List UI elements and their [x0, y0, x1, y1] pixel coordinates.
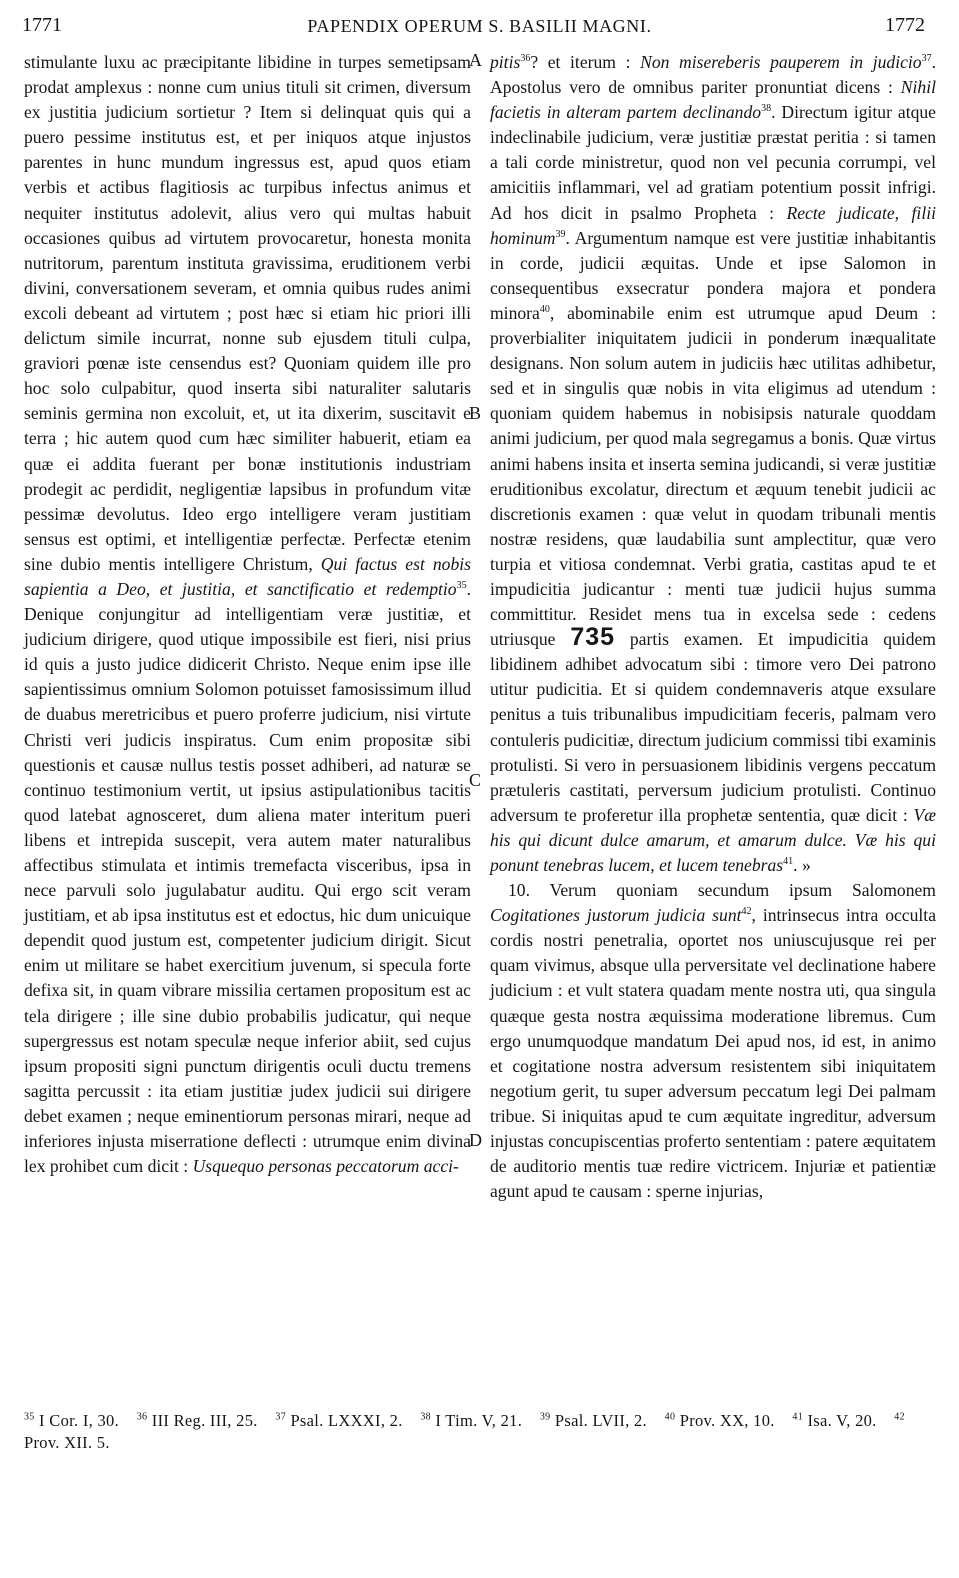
scripture-quote: pitis — [490, 52, 521, 72]
footnote-number: 41 — [792, 1411, 803, 1423]
text-run: , intrinsecus intra occulta cordis nostri penetralia, oportet nos uniuscujusque rei per quam vivimus, absque ulla perversitate vel declinatione habere judicium : et vult statera quadam mente nostra uti, qua singula quæque gesta nostra æquissima moderatione libremus. Cum ergo unumquodque mandatum Dei apud nos, id est, in animo et cogitatione nostra adversum resistentem sibi iniquitatem negotium gerit, tu super adversum peccatum legi Dei palmam tribue. Si iniquitas apud te cum æquitate ingreditur, adversum injustas concupiscentias proferto sententiam : patere æquitatem de auditorio mentis tuæ redire victricem. Injuriæ et patientiæ agunt apud te causam : sperne injurias, — [490, 905, 936, 1202]
scripture-quote: Væ his qui dicunt dulce amarum, et amarum dulce. Væ his qui ponunt tenebras lucem, et lucem tenebras — [490, 804, 936, 875]
footnote-reference: Psal. LXXXI, 2. — [290, 1411, 403, 1430]
footnote-reference: Prov. XII. 5. — [24, 1433, 110, 1452]
scripture-quote: Non misereberis pauperem in judicio — [640, 52, 922, 72]
footnote-ref: 37 — [921, 53, 932, 65]
margin-letter-c: C — [469, 770, 482, 790]
footnote-reference: Prov. XX, 10. — [679, 1411, 775, 1430]
scripture-quote: Recte judicate, filii hominum — [490, 202, 936, 248]
margin-letter-b: B — [469, 403, 482, 423]
text-run: . » — [793, 855, 811, 875]
scripture-quote: Usquequo personas peccatorum acci- — [192, 1156, 459, 1177]
footnote-number: 39 — [539, 1411, 551, 1423]
page-number-left: 1771 — [22, 14, 62, 36]
text-run: partis examen. Et impudicitia quidem libidinem adhibet advocatum sibi : timore vero Dei patrono utitur pudicitia. Et si quidem condemnaveris atque exsulare penitus a tuis tribunalibus impudicitiam feceris, palmam vero contuleris pudicitiæ, directum judicium commissi tibi examinis protulisti. Si vero in persuasionem libidinis vergens peccatum prætuleris castitati, perversum judicium protulisti. Continuo adversum te proferetur illa prophetæ sententia, quæ dicit : — [490, 629, 936, 825]
scripture-quote: Nihil facietis in alteram partem declinando — [490, 77, 936, 123]
footnote-number: 38 — [420, 1411, 431, 1423]
footnote — [665, 1411, 775, 1430]
footnote-ref: 38 — [761, 103, 772, 115]
footnote-ref: 41 — [783, 856, 794, 868]
text-run: stimulante luxu ac præcipitante libidine in turpes semetipsam prodat amplexus : nonne cum unius tituli sit crimen, diversum ex justitia judicium sortietur ? Item si delinquat quis qui a puero pessime institutus est, et per iniquos atque injustos parentes in hunc mundum ingressus est, apud quos etiam verbis et actibus flagitiosis ac turpibus infectus animus et nequiter institutus adolevit, alius vero qui multas habuit occasiones quibus ad virtutem provocaretur, honesta monita nutritorum, parentum instituta gravissima, eruditionem verbi divini, conversationem severam, et omnia quibus rudes animi excoli debeant ad virtutem ; post hæc si etiam hic priori illi delictum simile incurrat, nonne sub ejusdem tituli culpa, graviori pœnæ iste censendus est? Quoniam quidem ille pro hoc solo culpabitur, quod inserta sibi naturaliter salutaris seminis germina non excoluit, et, ut ita dixerim, suscitavit e terra ; hic autem quod cum hæc similiter habuerit, etiam ea quæ ei addita fuerant per bonæ institutionis industriam prodegit ac perdidit, negligentiæ lapsibus in profundum vitæ pessimæ devolutus. Ideo ergo intelligere veram justitiam sensus est optimi, et intelligentiæ perfectæ. Perfectæ etenim sine dubio mentis intelligere Christum, — [24, 52, 471, 574]
page-number-right: 1772 — [885, 14, 925, 36]
footnote-reference: III Reg. III, 25. — [151, 1411, 258, 1430]
footnote — [24, 1411, 119, 1430]
footnote-ref: 42 — [741, 906, 752, 918]
running-title: PAPENDIX OPERUM S. BASILII MAGNI. — [307, 16, 652, 36]
footnote-number: 36 — [136, 1411, 148, 1423]
footnote-ref: 39 — [555, 228, 566, 240]
scripture-quote: Qui factus est nobis sapientia a Deo, et justitia, et sanctificatio et redemptio — [24, 553, 472, 599]
column-number: 735 — [570, 623, 616, 652]
left-paragraph — [24, 50, 471, 1179]
scripture-quote: Cogitationes justorum judicia sunt — [490, 905, 742, 926]
footnote — [540, 1411, 647, 1430]
footnote-ref: 35 — [456, 580, 467, 592]
text-run: . Denique conjungitur ad intelligentiam veræ justitiæ, et judicium dirigere, quod utique impossibile est fieri, nisi prius id quis a justo judice didicerit Christo. Neque enim ipse ille sapientissimus omnium Solomon potuisset famosissimum illud de duabus meretricibus et puero proferre judicium, nisi virtute Christi veri judicis inspiratus. Cum enim propositæ sibi questionis et causæ nullus testis posset adhiberi, ad naturæ se continuo testimonium vertit, ut ipsius astipulationibus tacitis quod latebat agnosceret, dum aliena mater interitum pueri libens et intrepida suscepit, vera autem mater naturalibus affectibus stimulata et intimis tremefacta visceribus, ipsa in nece parvuli solo jugulabatur auditu. Qui ergo scit veram justitiam, et ab ipsa institutus est et edoctus, hic dum unicuique dependit quod justum est, competenter judicium dirigit. Sicut enim ut militare se habet exercitium juvenum, si specula forte defixa sit, in quam vibrare missilia certamen propositum est ac tela dirigere ; ille sine dubio probabilis judicatur, qui neque supergressus est notam speculæ neque inferior abiit, sed cujus ipsum propositi signi punctum dirigentis oculi ductu tremens sagitta percussit : ita etiam justitiæ judex judicii sui dirigere debet examen ; neque eminentiorum personas mirari, neque ad inferiores injusta miserratione deflecti : utrumque enim divina lex prohibet cum dicit : — [24, 578, 471, 1177]
text-run: . Apostolus vero de omnibus pariter pronuntiat dicens : — [490, 52, 936, 98]
footnote-reference: I Tim. V, 21. — [435, 1411, 523, 1430]
footnote-reference: Isa. V, 20. — [807, 1411, 877, 1430]
footnote-ref: 36 — [520, 53, 531, 65]
footnote — [420, 1411, 522, 1430]
left-column — [24, 50, 471, 1179]
footnote-number: 42 — [894, 1411, 905, 1423]
text-run: . Argumentum namque est vere justitiæ inhabitantis in corde, judicii æquitas. Unde et ipse Salomon in consequentibus exsecratur pondera majora et pondera minora — [490, 227, 936, 323]
text-run: , abominabile enim est utrumque apud Deum : proverbialiter iniquitatem judicii in ponderum inæqualitate designans. Non solum autem in judiciis hæc utilitas adhibetur, sed et in singulis quæ nobis in vita eligimus ad utendum : quoniam quidem habemus in nobisipsis naturale quoddam animi judicium, per quod mala segregamus a bonis. Quæ virtus animi habens insita et inserta semina judicandi, si veræ justitiæ eruditionibus excolatur, directum et æquum tenebit judicii ac discretionis examen : quæ velut in quodam tribunali mentis nostræ residens, quæ laudabilia sunt amplectitur, quæ vero turpia et vitiosa condemnat. Verbi gratia, castitas apud te et impudicitia judicantur : menti tuæ judicii hujus summa committitur. Residet mens tua in excelsa sede : cedens utriusque — [490, 302, 936, 650]
footnote-number: 35 — [24, 1411, 35, 1423]
right-paragraph-2 — [490, 878, 936, 1204]
footnote — [792, 1411, 876, 1430]
text-run: ? et iterum : — [530, 52, 641, 72]
text-run: 10. Verum quoniam secundum ipsum Salomonem — [508, 880, 936, 901]
right-paragraph-1 — [490, 50, 936, 878]
footnote — [275, 1411, 402, 1430]
margin-letter-a: A — [469, 50, 482, 70]
footnote — [137, 1411, 258, 1430]
text-run: . Directum igitur atque indeclinabile judicium, veræ justitiæ præstat peritia : si tamen a tali corde ministretur, quod non vel pecunia corrumpi, vel amicitiis inflammari, vel ad gratiam potentium possit infrigi. Ad hos dicit in psalmo Propheta : — [490, 102, 936, 223]
footnote-ref: 40 — [539, 304, 550, 316]
footnote-reference: I Cor. I, 30. — [39, 1411, 120, 1430]
footnote-number: 40 — [664, 1411, 676, 1423]
footnote-number: 37 — [275, 1411, 286, 1423]
footnotes — [24, 1410, 936, 1454]
margin-letter-d: D — [469, 1130, 482, 1150]
right-column — [490, 50, 936, 1204]
footnote-reference: Psal. LVII, 2. — [554, 1411, 647, 1430]
